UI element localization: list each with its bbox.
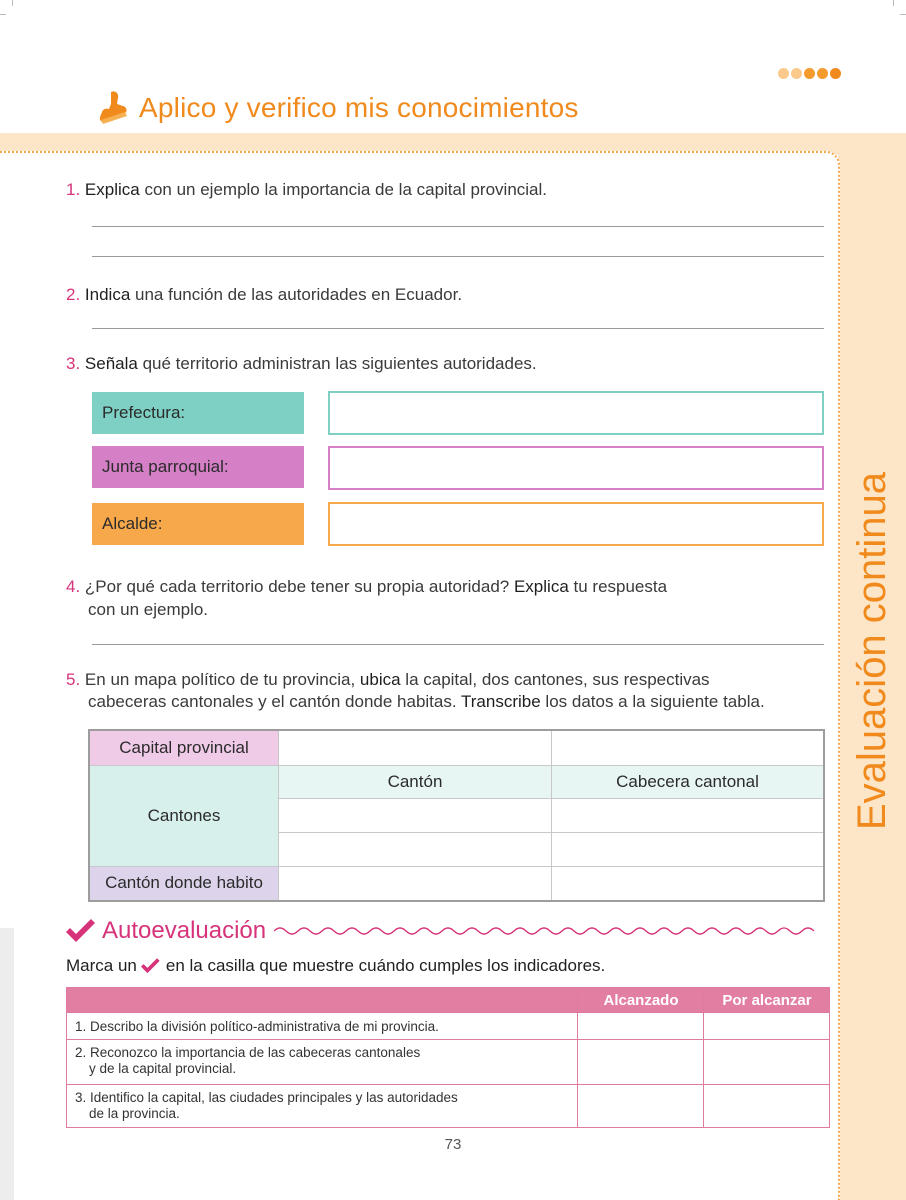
- question-verb: Explica: [513, 577, 569, 596]
- indicator-row-3: [75, 1090, 458, 1122]
- progress-dot: [804, 68, 815, 79]
- indicator-text: 1. Describo la división político-administrativa de mi provincia.: [75, 1019, 439, 1034]
- authority-label-alcalde: Alcalde:: [92, 503, 304, 545]
- province-table: [88, 729, 825, 902]
- indicator-row-2: [75, 1045, 420, 1077]
- indicator-text: de la provincia.: [89, 1106, 180, 1121]
- table-divider: [90, 765, 823, 766]
- authority-answer-alcalde[interactable]: [328, 502, 824, 546]
- question-text: cabeceras cantonales y el cantón donde habitas.: [88, 692, 462, 711]
- header-cabecera: Cabecera cantonal: [552, 766, 823, 798]
- table-divider: [90, 866, 823, 867]
- question-verb: Transcribe: [461, 692, 541, 711]
- side-label: Evaluación continua: [850, 471, 894, 830]
- question-text: con un ejemplo la importancia de la capital provincial.: [139, 180, 548, 199]
- table-divider: [278, 731, 279, 900]
- question-4-line2: con un ejemplo.: [88, 600, 209, 619]
- wavy-divider: [274, 924, 824, 938]
- authority-answer-junta[interactable]: [328, 446, 824, 490]
- indicator-text: y de la capital provincial.: [89, 1061, 237, 1076]
- question-number: 3.: [66, 354, 81, 373]
- question-text: los datos a la siguiente tabla.: [540, 692, 765, 711]
- progress-dots: [778, 68, 841, 79]
- page-number: 73: [444, 1136, 462, 1153]
- answer-line[interactable]: [92, 226, 824, 227]
- question-5-line2: [88, 690, 765, 713]
- checkbox-alcanzado-1[interactable]: [578, 1013, 703, 1039]
- authority-label-junta: Junta parroquial:: [92, 446, 304, 488]
- input-cabecera-2[interactable]: [552, 833, 823, 866]
- question-1: [66, 178, 547, 201]
- question-number: 2.: [66, 285, 81, 304]
- stamp-icon: [97, 90, 131, 126]
- input-capital-2[interactable]: [552, 731, 823, 765]
- question-verb: Explica: [84, 180, 140, 199]
- progress-dot: [791, 68, 802, 79]
- header-por-alcanzar: Por alcanzar: [722, 991, 812, 1009]
- question-verb: Señala: [84, 354, 138, 373]
- crop-mark: [893, 0, 894, 6]
- checkbox-por-alcanzar-1[interactable]: [704, 1013, 829, 1039]
- question-number: 4.: [66, 577, 81, 596]
- progress-dot: [830, 68, 841, 79]
- input-canton-2[interactable]: [279, 833, 551, 866]
- page-edge: [0, 928, 14, 1200]
- crop-mark: [0, 14, 6, 15]
- cell-cantones-label: Cantones: [90, 765, 278, 866]
- question-number: 1.: [66, 180, 81, 199]
- answer-line[interactable]: [92, 256, 824, 257]
- indicator-text: 3. Identifico la capital, las ciudades principales y las autoridades: [75, 1090, 458, 1105]
- question-2: [66, 283, 462, 306]
- input-cabecera-1[interactable]: [552, 799, 823, 832]
- page-title: Aplico y verifico mis conocimientos: [139, 92, 579, 123]
- question-verb: ubica: [359, 670, 401, 689]
- question-number: 5.: [66, 670, 81, 689]
- question-4: [66, 575, 667, 598]
- question-text: tu respuesta: [568, 577, 668, 596]
- header-alcanzado: Alcanzado: [603, 991, 679, 1009]
- input-canton-1[interactable]: [279, 799, 551, 832]
- question-text: En un mapa político de tu provincia,: [84, 670, 360, 689]
- checkbox-por-alcanzar-3[interactable]: [704, 1085, 829, 1127]
- answer-line[interactable]: [92, 644, 824, 645]
- progress-dot: [778, 68, 789, 79]
- table-divider: [278, 798, 823, 799]
- question-text: ¿Por qué cada territorio debe tener su propia autoridad?: [84, 577, 514, 596]
- instruction-text: Marca un: [66, 956, 137, 975]
- table-divider: [278, 832, 823, 833]
- autoevaluacion-heading: [64, 914, 824, 948]
- question-5: [66, 668, 710, 691]
- page-header: [97, 88, 579, 128]
- indicator-text: 2. Reconozco la importancia de las cabeceras cantonales: [75, 1045, 421, 1060]
- autoevaluacion-title: Autoevaluación: [102, 917, 267, 944]
- checkmark-icon: [139, 957, 161, 975]
- input-habito-1[interactable]: [279, 867, 551, 900]
- cell-capital-label: Capital provincial: [90, 731, 278, 765]
- indicator-row-1: [75, 1019, 439, 1035]
- question-verb: Indica: [84, 285, 131, 304]
- input-habito-2[interactable]: [552, 867, 823, 900]
- input-capital-1[interactable]: [279, 731, 551, 765]
- question-text: qué territorio administran las siguientes autoridades.: [137, 354, 537, 373]
- checkbox-por-alcanzar-2[interactable]: [704, 1040, 829, 1084]
- progress-dot: [817, 68, 828, 79]
- instruction-text: en la casilla que muestre cuándo cumples los indicadores.: [165, 956, 606, 975]
- checkbox-alcanzado-3[interactable]: [578, 1085, 703, 1127]
- question-text: la capital, dos cantones, sus respectivas: [400, 670, 710, 689]
- authority-label-prefectura: Prefectura:: [92, 392, 304, 434]
- checkbox-alcanzado-2[interactable]: [578, 1040, 703, 1084]
- table-divider: [551, 731, 552, 900]
- cell-habito-label: Cantón donde habito: [90, 866, 278, 900]
- crop-mark: [900, 14, 906, 15]
- checkmark-icon: [64, 917, 96, 945]
- question-text: una función de las autoridades en Ecuador.: [130, 285, 463, 304]
- header-canton: Cantón: [279, 766, 551, 798]
- answer-line[interactable]: [92, 328, 824, 329]
- autoevaluacion-table: [66, 987, 830, 1128]
- question-3: [66, 352, 537, 375]
- authority-answer-prefectura[interactable]: [328, 391, 824, 435]
- autoevaluacion-instruction: [66, 956, 605, 976]
- crop-mark: [12, 0, 13, 6]
